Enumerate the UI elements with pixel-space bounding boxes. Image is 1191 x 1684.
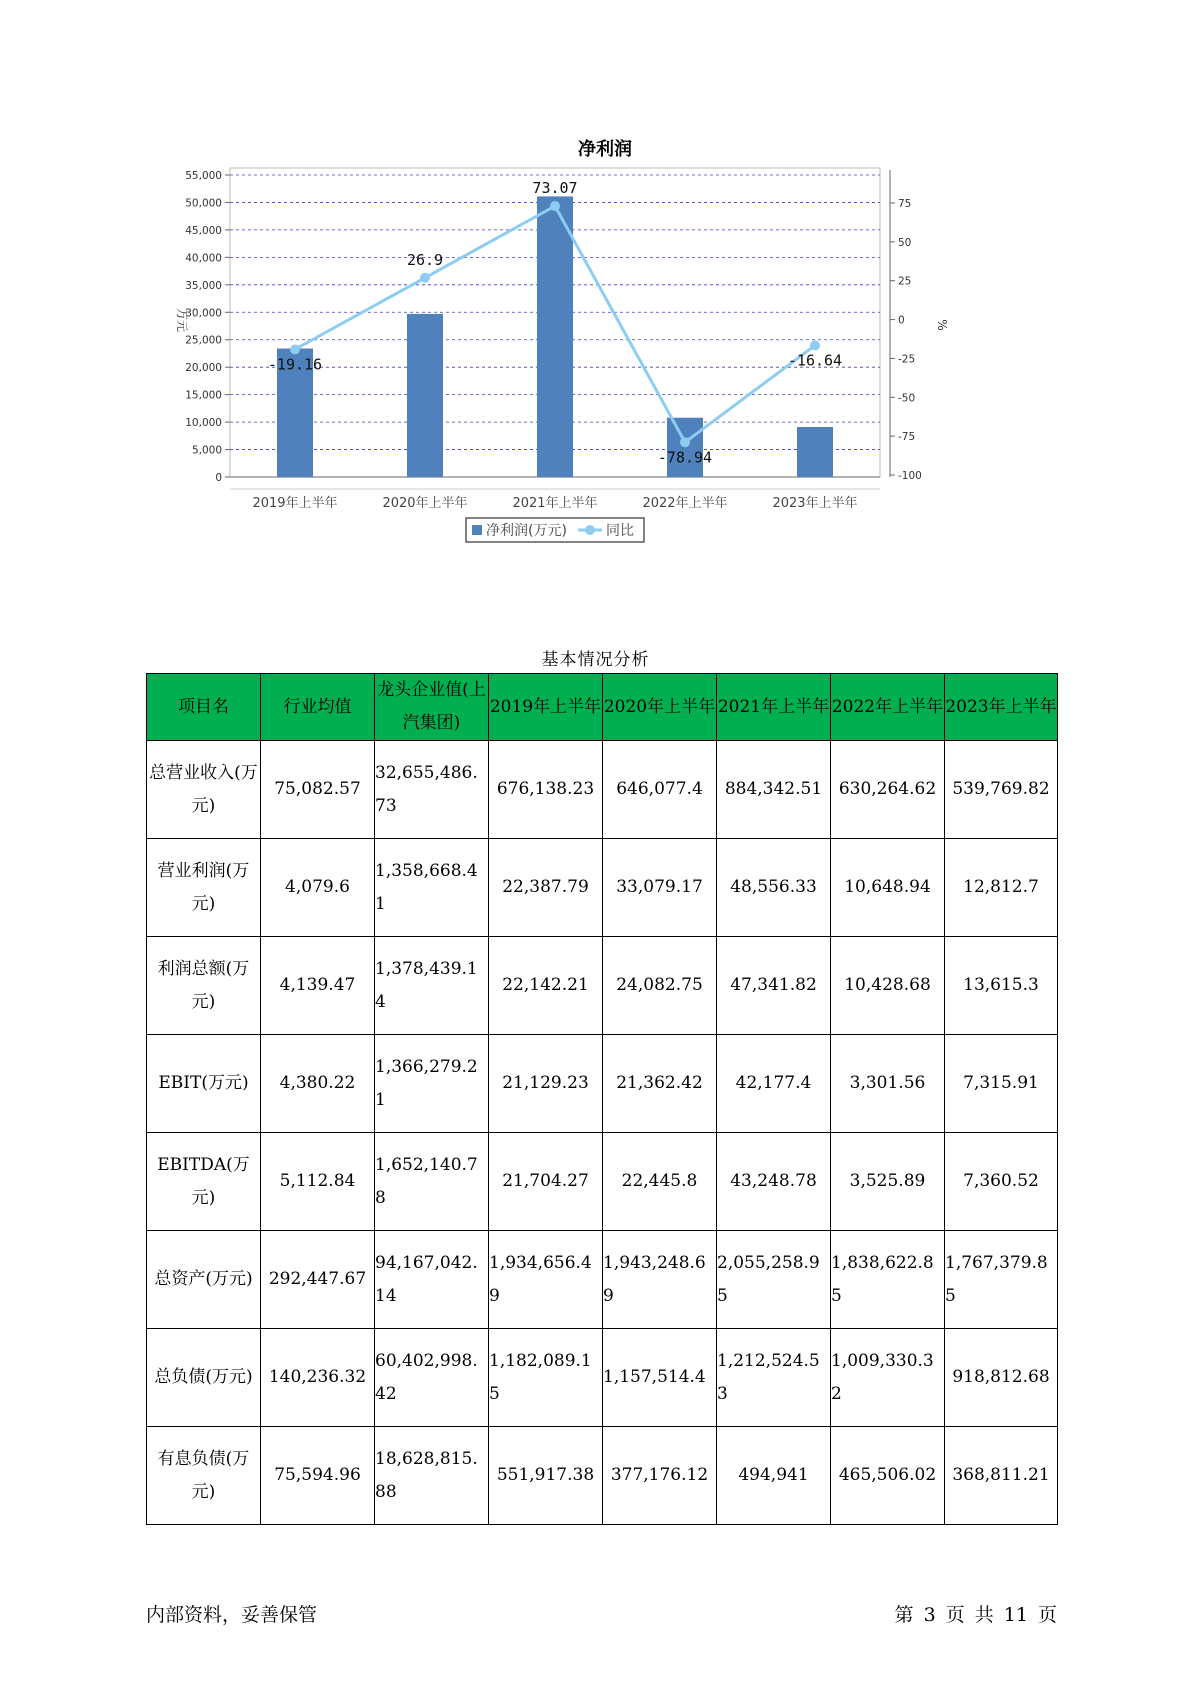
table-row [147, 1329, 1058, 1427]
yoy-data-label: 26.9 [406, 250, 444, 269]
x-tick-label: 2023年上半年 [772, 496, 858, 511]
table-cell: 1,838,622.85 [831, 1231, 945, 1329]
legend-bar-label: 净利润(万元) [486, 523, 567, 539]
header-2019h1: 2019年上半年 [489, 674, 603, 741]
table-caption: 基本情况分析 [541, 650, 650, 670]
table-header-row [147, 674, 1058, 741]
header-industry-avg: 行业均值 [261, 674, 375, 741]
table-cell: 33,079.17 [603, 839, 717, 937]
y2-tick-label: 0 [898, 314, 905, 327]
table-cell: 22,445.8 [603, 1133, 717, 1231]
table-row [147, 1035, 1058, 1133]
y-tick-label: 15,000 [185, 389, 222, 402]
table-body [147, 741, 1058, 1525]
y2-tick-label: 25 [898, 275, 912, 288]
row-label: 总负债(万元) [147, 1329, 261, 1427]
table-cell: 4,380.22 [261, 1035, 375, 1133]
table-cell: 42,177.4 [717, 1035, 831, 1133]
table-cell: 1,652,140.78 [375, 1133, 489, 1231]
chart-title: 净利润 [578, 139, 632, 160]
table-cell: 377,176.12 [603, 1427, 717, 1525]
bar-2021年上半年 [537, 196, 573, 477]
y-tick-label: 10,000 [185, 417, 222, 430]
yoy-point [810, 340, 820, 350]
row-label: EBIT(万元) [147, 1035, 261, 1133]
header-leader-value: 龙头企业值(上汽集团) [375, 674, 489, 741]
row-label: 总营业收入(万元) [147, 741, 261, 839]
net-profit-chart [170, 130, 1020, 600]
y2-tick-label: -100 [898, 470, 922, 482]
table-cell: 75,082.57 [261, 741, 375, 839]
table-cell: 292,447.67 [261, 1231, 375, 1329]
table-cell: 7,360.52 [945, 1133, 1058, 1231]
header-2021h1: 2021年上半年 [717, 674, 831, 741]
table-cell: 1,182,089.15 [489, 1329, 603, 1427]
legend-line-marker [585, 525, 595, 535]
table-cell: 3,525.89 [831, 1133, 945, 1231]
y2-tick-label: -25 [898, 353, 916, 366]
y-tick-label: 50,000 [185, 197, 222, 210]
table-cell: 12,812.7 [945, 839, 1058, 937]
table-cell: 5,112.84 [261, 1133, 375, 1231]
yoy-point [420, 273, 430, 283]
table-cell: 22,387.79 [489, 839, 603, 937]
table-row [147, 839, 1058, 937]
header-2022h1: 2022年上半年 [831, 674, 945, 741]
table-cell: 1,934,656.49 [489, 1231, 603, 1329]
table-row [147, 1231, 1058, 1329]
legend-line-label: 同比 [606, 523, 634, 539]
table-cell: 60,402,998.42 [375, 1329, 489, 1427]
header-2023h1: 2023年上半年 [945, 674, 1058, 741]
table-row [147, 741, 1058, 839]
table-cell: 47,341.82 [717, 937, 831, 1035]
table-cell: 3,301.56 [831, 1035, 945, 1133]
yoy-data-label: -19.16 [267, 355, 323, 374]
table-cell: 32,655,486.73 [375, 741, 489, 839]
y-tick-label: 20,000 [185, 362, 222, 375]
table-cell: 10,648.94 [831, 839, 945, 937]
bar-2023年上半年 [797, 427, 833, 477]
table-cell: 4,079.6 [261, 839, 375, 937]
row-label: 总资产(万元) [147, 1231, 261, 1329]
yoy-data-label: -78.94 [657, 448, 713, 467]
row-label: 营业利润(万元) [147, 839, 261, 937]
table-cell: 918,812.68 [945, 1329, 1058, 1427]
y2-axis-label: % [935, 319, 949, 331]
table-cell: 1,157,514.4 [603, 1329, 717, 1427]
y-axis-label: 万元 [175, 307, 189, 333]
y-tick-label: 55,000 [185, 170, 222, 182]
yoy-data-label: 73.07 [532, 178, 578, 197]
footer-page-number: 第 3 页 共 11 页 [894, 1604, 1057, 1626]
table-cell: 4,139.47 [261, 937, 375, 1035]
table-cell: 465,506.02 [831, 1427, 945, 1525]
table-cell: 539,769.82 [945, 741, 1058, 839]
table-cell: 1,943,248.69 [603, 1231, 717, 1329]
y2-tick-label: -75 [898, 431, 916, 444]
chart-legend [466, 518, 644, 542]
yoy-point [290, 344, 300, 354]
table-cell: 21,362.42 [603, 1035, 717, 1133]
table-cell: 43,248.78 [717, 1133, 831, 1231]
table-cell: 140,236.32 [261, 1329, 375, 1427]
table-cell: 1,358,668.41 [375, 839, 489, 937]
table-cell: 1,366,279.21 [375, 1035, 489, 1133]
y2-tick-label: 50 [898, 236, 912, 249]
yoy-point [680, 437, 690, 447]
table-cell: 21,129.23 [489, 1035, 603, 1133]
bar-2020年上半年 [407, 314, 443, 477]
table-cell: 24,082.75 [603, 937, 717, 1035]
table-cell: 676,138.23 [489, 741, 603, 839]
table-cell: 646,077.4 [603, 741, 717, 839]
table-row [147, 1427, 1058, 1525]
table-cell: 494,941 [717, 1427, 831, 1525]
y-tick-label: 30,000 [185, 307, 222, 320]
row-label: EBITDA(万元) [147, 1133, 261, 1231]
footer-confidential-note: 内部资料，妥善保管 [146, 1604, 318, 1626]
chart-bars [277, 196, 833, 477]
basic-analysis-table [146, 673, 1058, 1525]
table-cell: 48,556.33 [717, 839, 831, 937]
yoy-point [550, 201, 560, 211]
y-tick-label: 45,000 [185, 224, 222, 237]
table-cell: 630,264.62 [831, 741, 945, 839]
table-cell: 1,767,379.85 [945, 1231, 1058, 1329]
yoy-data-label: -16.64 [787, 351, 843, 370]
y-tick-label: 40,000 [185, 252, 222, 265]
header-item-name: 项目名 [147, 674, 261, 741]
y-tick-label: 0 [215, 472, 222, 484]
table-cell: 21,704.27 [489, 1133, 603, 1231]
table-cell: 1,009,330.32 [831, 1329, 945, 1427]
table-cell: 94,167,042.14 [375, 1231, 489, 1329]
table-cell: 884,342.51 [717, 741, 831, 839]
table-row [147, 937, 1058, 1035]
table-cell: 10,428.68 [831, 937, 945, 1035]
row-label: 利润总额(万元) [147, 937, 261, 1035]
x-tick-label: 2020年上半年 [382, 496, 468, 511]
table-row [147, 1133, 1058, 1231]
row-label: 有息负债(万元) [147, 1427, 261, 1525]
y2-tick-label: -50 [898, 392, 916, 405]
x-tick-label: 2019年上半年 [252, 496, 338, 511]
legend-bar-swatch [472, 525, 482, 535]
table-cell: 2,055,258.95 [717, 1231, 831, 1329]
x-tick-label: 2022年上半年 [642, 496, 728, 511]
table-cell: 1,212,524.53 [717, 1329, 831, 1427]
table-cell: 551,917.38 [489, 1427, 603, 1525]
x-tick-label: 2021年上半年 [512, 496, 598, 511]
y2-tick-label: 75 [898, 198, 912, 210]
table-cell: 7,315.91 [945, 1035, 1058, 1133]
chart-canvas [170, 130, 1020, 600]
y-tick-label: 25,000 [185, 334, 222, 347]
table-cell: 368,811.21 [945, 1427, 1058, 1525]
y-tick-label: 35,000 [185, 279, 222, 292]
table-cell: 13,615.3 [945, 937, 1058, 1035]
table-cell: 1,378,439.14 [375, 937, 489, 1035]
table-cell: 75,594.96 [261, 1427, 375, 1525]
table-cell: 18,628,815.88 [375, 1427, 489, 1525]
header-2020h1: 2020年上半年 [603, 674, 717, 741]
table-cell: 22,142.21 [489, 937, 603, 1035]
y-tick-label: 5,000 [191, 444, 222, 457]
